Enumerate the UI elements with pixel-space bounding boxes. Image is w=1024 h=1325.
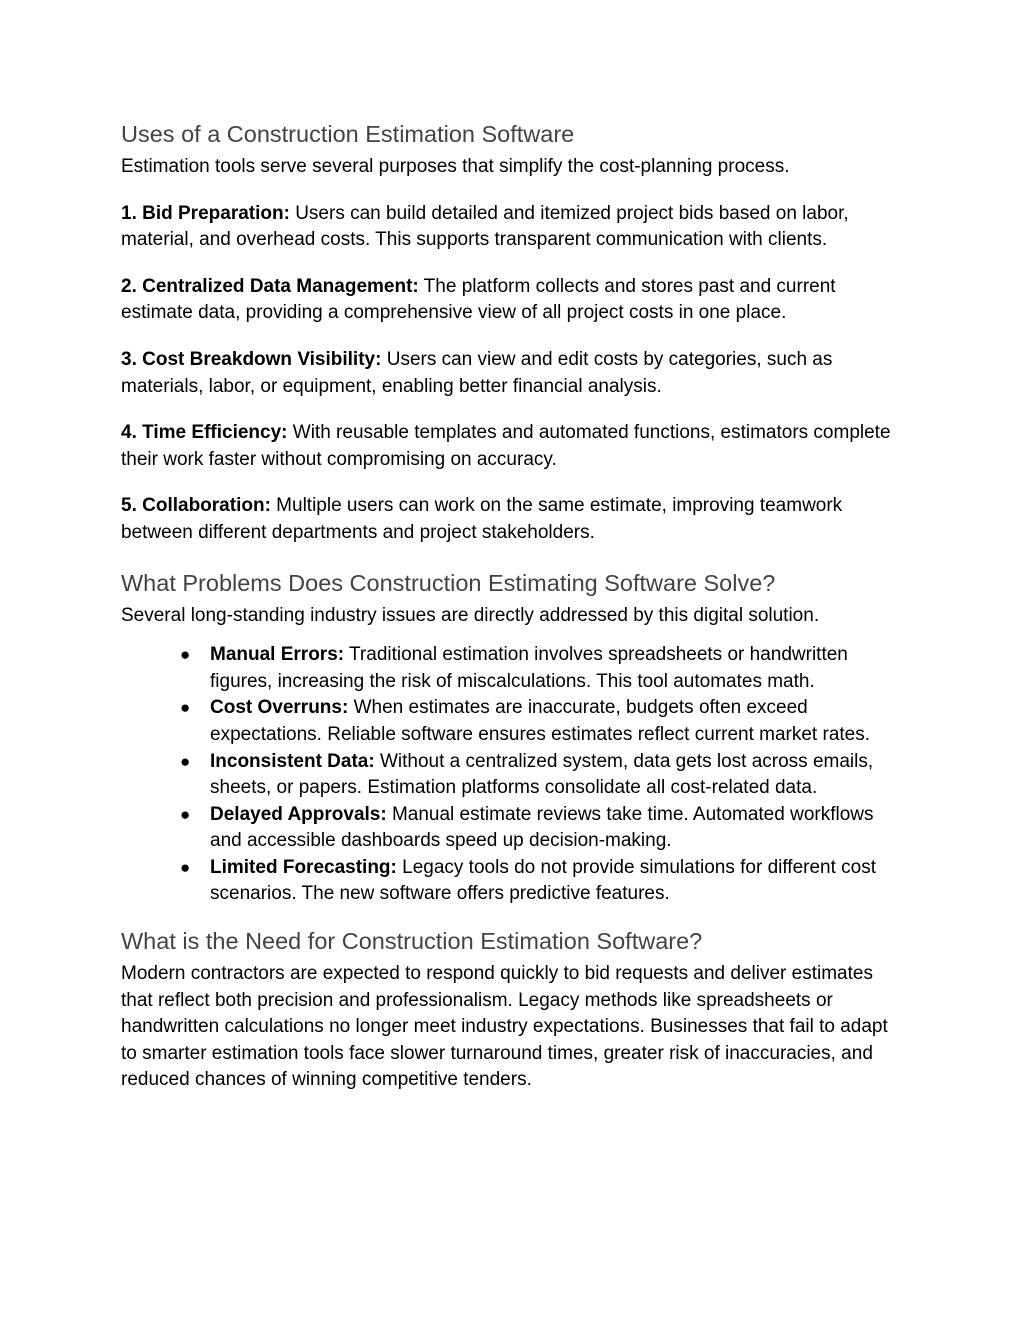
bullet-icon: ● bbox=[180, 645, 191, 665]
item-label: Manual Errors: bbox=[210, 644, 345, 666]
problems-bullet-list bbox=[121, 642, 901, 908]
bullet-icon: ● bbox=[180, 698, 191, 718]
item-text: Users can view and edit costs by categories, such as materials, labor, or equipment, enabling better financial analysis. bbox=[121, 348, 833, 397]
list-item bbox=[180, 855, 901, 908]
list-item bbox=[180, 802, 901, 855]
item-text: Traditional estimation involves spreadsheets or handwritten figures, increasing the risk of miscalculations. This tool automates math. bbox=[210, 644, 848, 692]
numbered-item-collaboration bbox=[121, 493, 901, 546]
numbered-item-centralized-data bbox=[121, 274, 901, 327]
item-text: The platform collects and stores past and current estimate data, providing a comprehensive view of all project costs in one place. bbox=[121, 275, 836, 324]
item-text: Manual estimate reviews take time. Automated workflows and accessible dashboards speed up decision-making. bbox=[210, 803, 874, 852]
section-heading-need: What is the Need for Construction Estimation Software? bbox=[121, 928, 703, 955]
item-label: Delayed Approvals: bbox=[210, 803, 387, 825]
section-body-need: Modern contractors are expected to respond quickly to bid requests and deliver estimates that reflect both precision and professionalism. Legacy methods like spreadsheets or handwritten calculations no longer meet industry expectations. Businesses that fail to adapt to smarter estimation tools face slower turnaround times, greater risk of inaccuracies, and reduced chances of winning competitive tenders. bbox=[121, 963, 888, 1091]
section-heading-uses: Uses of a Construction Estimation Software bbox=[121, 121, 575, 147]
item-label: 2. Centralized Data Management: bbox=[121, 275, 419, 297]
numbered-item-time-efficiency bbox=[121, 420, 901, 473]
list-item bbox=[180, 695, 901, 748]
item-label: 3. Cost Breakdown Visibility: bbox=[121, 348, 382, 370]
item-text: When estimates are inaccurate, budgets often exceed expectations. Reliable software ensures estimates reflect current market rates. bbox=[210, 697, 871, 745]
bullet-icon: ● bbox=[180, 751, 191, 771]
item-text: With reusable templates and automated functions, estimators complete their work faster without compromising on accuracy. bbox=[121, 422, 891, 470]
item-text: Legacy tools do not provide simulations for different cost scenarios. The new software offers predictive features. bbox=[210, 856, 876, 905]
numbered-item-cost-breakdown bbox=[121, 347, 901, 400]
item-label: 4. Time Efficiency: bbox=[121, 422, 288, 444]
item-label: Cost Overruns: bbox=[210, 697, 349, 719]
document-page bbox=[121, 118, 901, 1094]
bullet-icon: ● bbox=[180, 804, 191, 824]
item-label: 5. Collaboration: bbox=[121, 495, 271, 517]
item-text: Without a centralized system, data gets lost across emails, sheets, or papers. Estimation platforms consolidate all cost-related data. bbox=[210, 750, 874, 799]
numbered-item-bid-preparation bbox=[121, 201, 901, 254]
list-item bbox=[180, 749, 901, 802]
item-label: Limited Forecasting: bbox=[210, 856, 397, 878]
section-intro-problems: Several long-standing industry issues are directly addressed by this digital solution. bbox=[121, 604, 820, 626]
item-text: Users can build detailed and itemized project bids based on labor, material, and overhead costs. This supports transparent communication with clients. bbox=[121, 202, 849, 251]
item-label: Inconsistent Data: bbox=[210, 750, 375, 772]
bullet-icon: ● bbox=[180, 857, 191, 877]
section-intro-uses: Estimation tools serve several purposes that simplify the cost-planning process. bbox=[121, 156, 790, 177]
item-text: Multiple users can work on the same estimate, improving teamwork between different departments and project stakeholders. bbox=[121, 495, 843, 543]
item-label: 1. Bid Preparation: bbox=[121, 202, 290, 224]
section-heading-problems: What Problems Does Construction Estimating Software Solve? bbox=[121, 569, 776, 596]
list-item bbox=[180, 642, 901, 695]
